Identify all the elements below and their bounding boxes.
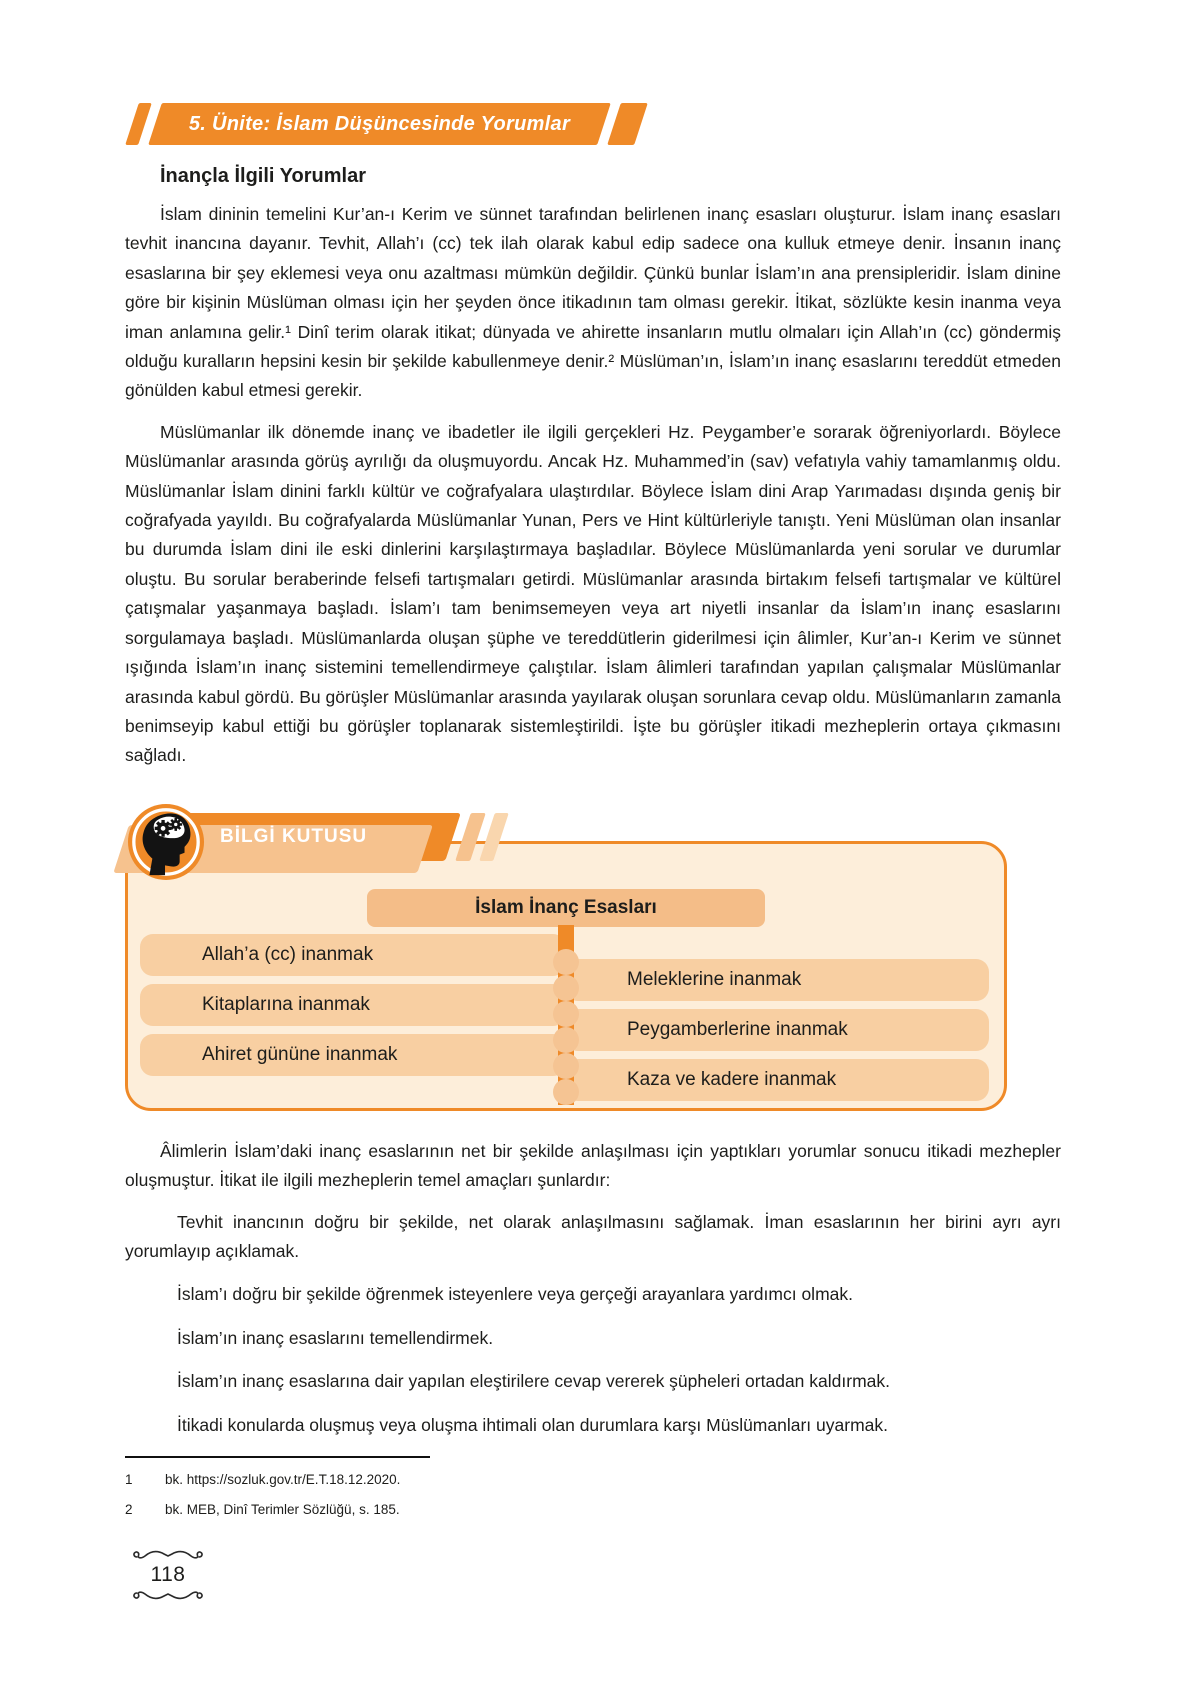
section-title: İnançla İlgili Yorumlar [160,165,366,187]
diagram-item-left-3: Ahiret gününe inanmak [140,1034,566,1076]
head-gears-icon [127,803,205,881]
goal-item-4: İslam’ın inanç esaslarına dair yapılan eleştirilere cevap vererek şüpheleri ortadan kaldırmak. [177,1371,890,1392]
page-number: 118 [150,1562,186,1586]
diagram-item-left-1: Allah’a (cc) inanmak [140,934,566,976]
body-paragraph-2: Müslümanlar ilk dönemde inanç ve ibadetler ile ilgili gerçekleri Hz. Peygamber’e sorarak öğreniyorlardı. Böylece Müslümanlar arasında görüş ayrılığı da oluşmuyordu. Ancak Hz. Muhammed’in (sav) vefatıyla vahiy tamamlanmış oldu. Müslümanlar İslam dinini farklı kültür ve coğrafyalara ulaştırdılar. Böylece İslam dini Arap Yarımadası dışında geniş bir coğrafyada yayıldı. Bu coğrafyalarda Müslümanlar Yunan, Pers ve Hint kültürleriyle tanıştı. Yeni Müslüman olan insanlar bu durumda İslam dini ile eski dinlerini karşılaştırmaya başladılar. Böylece Müslümanlarda yeni sorular ve durumlar oluştu. Bu sorular beraberinde felsefi tartışmaları getirdi. Müslümanlar arasında birtakım felsefi tartışmalar ve kültürel çatışmalar yaşanmaya başladı. İslam’ı tam benimsemeyen veya art niyetli insanlar da İslam’ın inanç esaslarını sorgulamaya başladı. Müslümanlarda oluşan şüphe ve tereddütlerin giderilmesi için âlimler, Kur’an-ı Kerim ve sünnet ışığında İslam’ın inanç sistemini temellendirmeye çalıştılar. İslam âlimleri tarafından yapılan çalışmalar Müslümanlar arasında kabul gördü. Bu görüşler Müslümanlar arasında yayılarak oluşan sorunlara cevap oldu. Müslümanların zamanla benimseyip kabul ettiği bu görüşler toplanarak sistemleştirildi. İşte bu görüşler itikadi mezheplerin ortaya çıkmasını sağladı. [125,421,1061,766]
diagram-item-right-3: Kaza ve kadere inanmak [565,1059,989,1101]
info-box [125,799,1007,1111]
flourish-ornament-icon [131,1546,205,1562]
diagram-spine-dot [553,1079,579,1105]
flourish-ornament-icon [131,1588,205,1604]
diagram-spine-dot [553,1053,579,1079]
diagram-spine-dot [553,949,579,975]
goal-item-5: İtikadi konularda oluşmuş veya oluşma ihtimali olan durumlara karşı Müslümanları uyarmak. [177,1414,888,1435]
banner-tip-shape [125,103,152,145]
diagram-item-right-1: Meleklerine inanmak [565,959,989,1001]
body-paragraph-1: İslam dininin temelini Kur’an-ı Kerim ve sünnet tarafından belirlenen inanç esasları oluşturur. İslam inanç esasları tevhit inancına dayanır. Tevhit, Allah’ı (cc) tek ilah olarak kabul edip sadece ona kulluk etmeye denir. İnsanın inanç esaslarına bir şey eklemesi veya onu azaltması mümkün değildir. Çünkü bunlar İslam’ın ana prensipleridir. İslam dinine göre bir kişinin Müslüman olması için her şeyden önce itikadının tam olması gerekir. İtikat, sözlükte kesin inanma veya iman anlamına gelir.¹ Dinî terim olarak itikat; dünyada ve ahirette insanların mutlu olmaları için Allah’ın (cc) göndermiş olduğu kuralların hepsini kesin bir şekilde kabullenmeye denir.² Müslüman’ın, İslam’ın inanç esaslarını tereddüt etmeden gönülden kabul etmesi gerekir. [125,204,1061,401]
footnote-2 [125,1500,1061,1520]
footnote-text: bk. MEB, Dinî Terimler Sözlüğü, s. 185. [165,1501,400,1517]
unit-banner-title: 5. Ünite: İslam Düşüncesinde Yorumlar [189,112,571,135]
footnote-number: 1 [125,1471,133,1487]
goal-item-3: İslam’ın inanç esaslarını temellendirmek. [177,1327,494,1348]
footnote-divider [125,1456,430,1458]
diagram-title: İslam İnanç Esasları [367,889,765,927]
diagram-spine-dot [553,1001,579,1027]
page-content [0,103,1181,1604]
body-paragraph-3: Âlimlerin İslam’daki inanç esaslarının net bir şekilde anlaşılması için yaptıkları yorumlar sonucu itikadi mezhepler oluşmuştur. İtikat ile ilgili mezheplerin temel amaçları şunlardır: [125,1140,1061,1191]
goal-item-1: Tevhit inancının doğru bir şekilde, net olarak anlaşılmasını sağlamak. İman esaslarının her birini ayrı ayrı yorumlayıp açıklamak. [125,1211,1061,1261]
diagram-item-right-2: Peygamberlerine inanmak [565,1009,989,1051]
diagram-item-left-2: Kitaplarına inanmak [140,984,566,1026]
banner-main-shape [148,103,611,145]
footnote-number: 2 [125,1501,133,1517]
info-box-label: BİLGİ KUTUSU [220,825,368,847]
page-number-block [125,1546,211,1604]
banner-tail-shape [607,103,648,145]
footnote-1 [125,1470,1061,1490]
diagram-spine-dot [553,1027,579,1053]
footnote-text: bk. https://sozluk.gov.tr/E.T.18.12.2020. [165,1471,401,1487]
diagram-spine-dot [553,975,579,1001]
unit-banner [125,103,1061,145]
goal-item-2: İslam’ı doğru bir şekilde öğrenmek isteyenlere veya gerçeği arayanlara yardımcı olmak. [177,1284,853,1305]
